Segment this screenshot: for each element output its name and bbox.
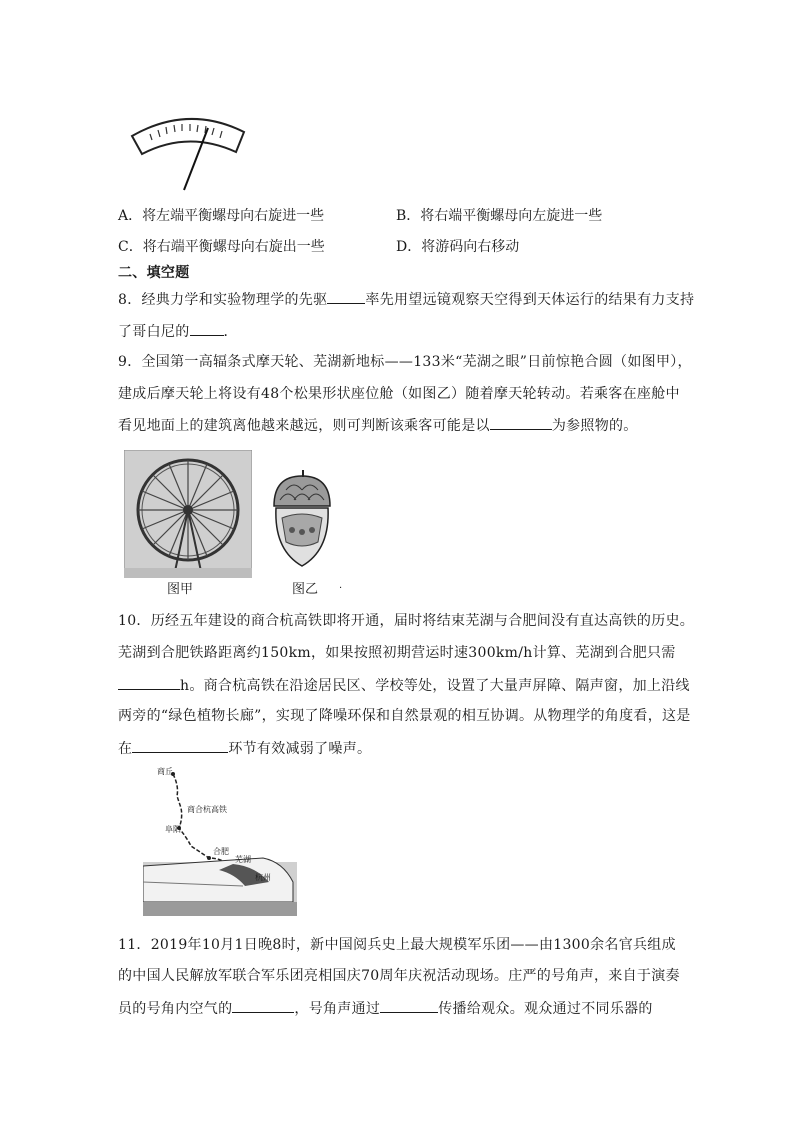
q10-line2: 芜湖到合肥铁路距离约150km，如果按照初期营运时速300km/h计算、芜湖到合肥只需 [118,645,676,661]
answer-blank[interactable] [118,675,180,690]
figure-a-caption: 图甲 [167,582,194,597]
q10-line1: 10．历经五年建设的商合杭高铁即将开通，届时将结束芜湖与合肥间没有直达高铁的历史。 [118,613,695,629]
q11-line2: 的中国人民解放军联合军乐团亮相国庆70周年庆祝活动现场。庄严的号角声，来自于演奏 [118,968,680,984]
option-a: A．将左端平衡螺母向右旋进一些 [118,208,325,224]
map-label-shangqiu: 商丘 [157,767,173,776]
q11-text: 传播给观众。观众通过不同乐器的 [438,1001,653,1017]
ferris-wheel-photo [124,450,252,578]
q8-text: ． [223,324,238,340]
q10-line4: 两旁的“绿色植物长廊”，实现了降噪环保和自然景观的相互协调。从物理学的角度看，这是 [118,708,691,724]
answer-blank[interactable] [380,998,438,1013]
q10-text: h。商合杭高铁在沿途居民区、学校等处，设置了大量声屏障、隔声窗，加上沿线 [180,678,690,694]
q11-text: ，号角声通过 [294,1001,381,1017]
map-label-line: 商合杭高铁 [187,805,227,814]
q11-text: 员的号角内空气的 [118,1001,233,1017]
pinecone-cabin-image [268,470,336,570]
q10-text: 在 [118,741,133,757]
option-c: C．将右端平衡螺母向右旋出一些 [118,239,325,255]
railway-map-figure [143,762,297,916]
q9-line3 [118,415,638,436]
q9-line1: 9．全国第一高辐条式摩天轮、芜湖新地标——133米“芜湖之眼”日前惊艳合圆（如图甲）， [118,354,692,370]
answer-blank[interactable] [132,738,228,753]
q8-text: 了哥白尼的 [118,324,190,340]
map-label-hangzhou: 杭州 [255,873,271,882]
q8-line1 [118,289,694,310]
q9-line2: 建成后摩天轮上将设有48个松果形状座位舱（如图乙）随着摩天轮转动。若乘客在座舱中 [118,386,680,402]
q11-line1: 11．2019年10月1日晚8时，新中国阅兵史上最大规模军乐团——由1300余名官兵组成 [118,937,676,953]
map-label-wuhu: 芜湖 [235,855,251,864]
q8-text: 8．经典力学和实验物理学的先驱 [118,292,328,308]
q8-line2 [118,321,238,342]
answer-blank[interactable] [232,998,294,1013]
option-d: D．将游码向右移动 [396,239,520,255]
q10-line3 [118,675,690,696]
q9-text: 看见地面上的建筑离他越来越远，则可判断该乘客可能是以 [118,418,490,434]
railway-map-graphic [143,762,297,916]
map-label-fuyang: 阜阳 [165,825,181,834]
answer-blank[interactable] [190,321,224,336]
section-heading: 二、填空题 [118,265,190,281]
balance-scale-figure [128,108,248,192]
option-b: B．将右端平衡螺母向左旋进一些 [396,208,603,224]
q10-text: 环节有效减弱了噪声。 [228,741,372,757]
q10-line5 [118,738,371,759]
dot-mark: . [339,580,343,591]
map-label-hefei: 合肥 [213,847,229,856]
answer-blank[interactable] [327,289,365,304]
q11-line3 [118,998,653,1019]
answer-blank[interactable] [490,415,552,430]
figure-b-caption: 图乙 [292,582,319,597]
q9-text: 为参照物的。 [551,418,638,434]
q8-text: 率先用望远镜观察天空得到天体运行的结果有力支持 [365,292,695,308]
